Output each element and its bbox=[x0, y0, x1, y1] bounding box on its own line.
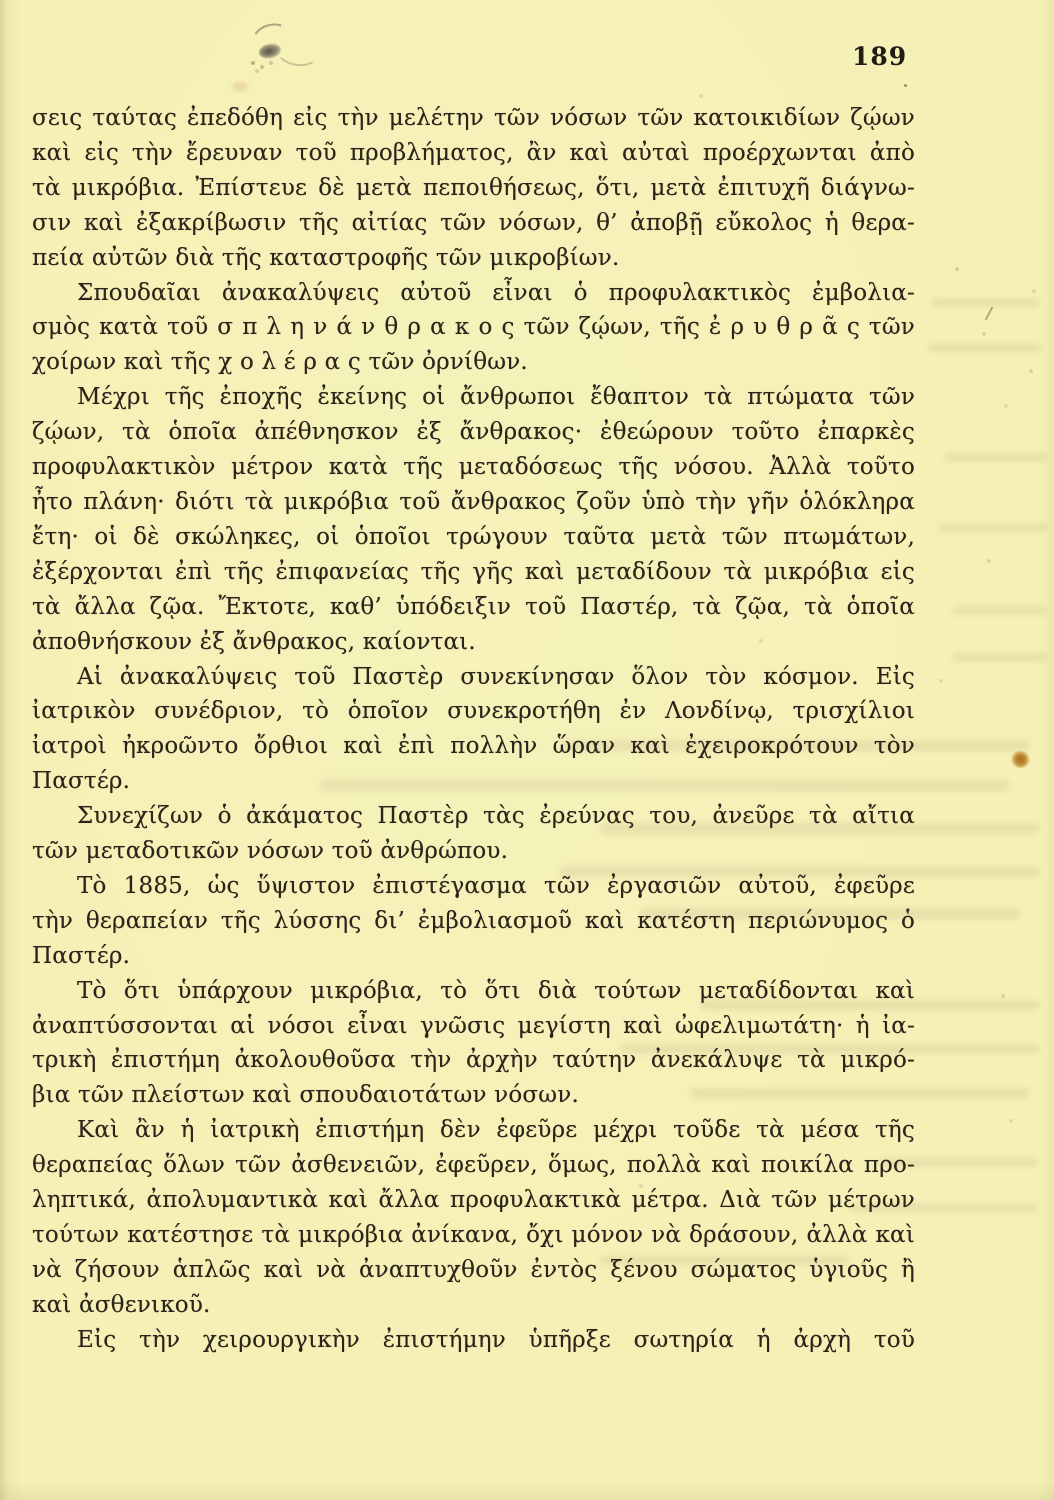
text-line: καὶ εἰς τὴν ἔρευναν τοῦ προβλήματος, ἂν καὶ αὐταὶ προέρχωνται ἀπὸ bbox=[32, 139, 915, 166]
text-line: σεις ταύτας ἐπεδόθη εἰς τὴν μελέτην τῶν νόσων τῶν κατοικιδίων ζῴων bbox=[32, 105, 915, 131]
body-text bbox=[32, 101, 915, 1358]
text-line: ζῴων, τὰ ὁποῖα ἀπέθνησκον ἐξ ἄνθρακος· ἐθεώρουν τοῦτο ἐπαρκὲς bbox=[32, 419, 915, 446]
text-line: τῶν μεταδοτικῶν νόσων τοῦ ἀνθρώπου. bbox=[32, 838, 509, 865]
text-line: πεία αὐτῶν διὰ τῆς καταστροφῆς τῶν μικροβίων. bbox=[32, 244, 620, 271]
text-line: ληπτικά, ἀπολυμαντικὰ καὶ ἄλλα προφυλακτικὰ μέτρα. Διὰ τῶν μέτρων bbox=[32, 1187, 915, 1214]
text-line: θεραπείας ὅλων τῶν ἀσθενειῶν, ἐφεῦρεν, ὅμως, πολλὰ καὶ ποικίλα προ- bbox=[32, 1152, 915, 1179]
text-line: ἔτη· οἱ δὲ σκώληκες, οἱ ὁποῖοι τρώγουν ταῦτα μετὰ τῶν πτωμάτων, bbox=[32, 523, 915, 550]
smudge-specks bbox=[250, 60, 252, 62]
text-line: τὴν θεραπείαν τῆς λύσσης δι’ ἐμβολιασμοῦ καὶ κατέστη περιώνυμος ὁ bbox=[32, 907, 915, 934]
text-line: τρικὴ ἐπιστήμη ἀκολουθοῦσα τὴν ἀρχὴν ταύτην ἀνεκάλυψε τὰ μικρό- bbox=[32, 1047, 915, 1074]
text-line: σμὸς κατὰ τοῦ σ π λ η ν ά ν θ ρ α κ ο ς τῶν ζῴων, τῆς ἐ ρ υ θ ρ ᾶ ς τῶν bbox=[32, 314, 915, 341]
text-line: καὶ ἀσθενικοῦ. bbox=[32, 1291, 211, 1318]
text-line: ἦτο πλάνη· διότι τὰ μικρόβια τοῦ ἄνθρακος ζοῦν ὑπὸ τὴν γῆν ὁλόκληρα bbox=[32, 488, 915, 515]
text-line: σιν καὶ ἐξακρίβωσιν τῆς αἰτίας τῶν νόσων, θ’ ἀποβῇ εὔκολος ἡ θερα- bbox=[32, 209, 915, 236]
text-line: ἐξέρχονται ἐπὶ τῆς ἐπιφανείας τῆς γῆς καὶ μεταδίδουν τὰ μικρόβια εἰς bbox=[32, 558, 915, 585]
text-line: χοίρων καὶ τῆς χ ο λ έ ρ α ς τῶν ὀρνίθων. bbox=[32, 349, 528, 376]
text-line: νὰ ζήσουν ἁπλῶς καὶ νὰ ἀναπτυχθοῦν ἐντὸς ξένου σώματος ὑγιοῦς ἢ bbox=[32, 1256, 915, 1283]
text-line: ἀποθνήσκουν ἐξ ἄνθρακος, καίονται. bbox=[32, 628, 476, 655]
text-line: Τὸ 1885, ὡς ὕψιστον ἐπιστέγασμα τῶν ἐργασιῶν αὐτοῦ, ἐφεῦρε bbox=[77, 872, 915, 899]
stain-spot bbox=[1011, 751, 1030, 768]
text-line: ἀναπτύσσονται αἱ νόσοι εἶναι γνῶσις μεγίστη καὶ ὠφελιμωτάτη· ἡ ἰα- bbox=[32, 1012, 915, 1039]
text-line: Συνεχίζων ὁ ἀκάματος Παστὲρ τὰς ἐρεύνας του, ἀνεῦρε τὰ αἴτια bbox=[77, 803, 915, 830]
text-line: ἰατρικὸν συνέδριον, τὸ ὁποῖον συνεκροτήθη ἐν Λονδίνῳ, τρισχίλιοι bbox=[32, 698, 915, 725]
text-line: Καὶ ἂν ἡ ἰατρικὴ ἐπιστήμη δὲν ἐφεῦρε μέχρι τοῦδε τὰ μέσα τῆς bbox=[77, 1117, 915, 1144]
ink-dot bbox=[904, 84, 907, 87]
text-line: Τὸ ὅτι ὑπάρχουν μικρόβια, τὸ ὅτι διὰ τούτων μεταδίδονται καὶ bbox=[77, 977, 915, 1004]
faint-stain bbox=[232, 82, 248, 92]
text-line: τὰ ἄλλα ζῷα. Ἔκτοτε, καθ’ ὑπόδειξιν τοῦ Παστέρ, τὰ ζῷα, τὰ ὁποῖα bbox=[32, 593, 915, 620]
text-line: Παστέρ. bbox=[32, 942, 131, 969]
text-line: Σπουδαῖαι ἀνακαλύψεις αὐτοῦ εἶναι ὁ προφυλακτικὸς ἐμβολια- bbox=[77, 279, 915, 306]
text-line: βια τῶν πλείστων καὶ σπουδαιοτάτων νόσων. bbox=[32, 1082, 579, 1109]
text-line: Αἱ ἀνακαλύψεις τοῦ Παστὲρ συνεκίνησαν ὅλον τὸν κόσμον. Εἰς bbox=[77, 663, 915, 690]
smudge-stroke bbox=[274, 33, 322, 69]
text-line: τούτων κατέστησε τὰ μικρόβια ἀνίκανα, ὄχι μόνον νὰ δράσουν, ἀλλὰ καὶ bbox=[32, 1222, 915, 1248]
page-number: 189 bbox=[852, 42, 908, 71]
paper-specks bbox=[0, 0, 2, 2]
text-line: Μέχρι τῆς ἐποχῆς ἐκείνης οἱ ἄνθρωποι ἔθαπτον τὰ πτώματα τῶν bbox=[77, 384, 915, 411]
text-line: ἰατροὶ ἠκροῶντο ὄρθιοι καὶ ἐπὶ πολλὴν ὥραν καὶ ἐχειροκρότουν τὸν bbox=[32, 733, 915, 760]
text-line: τὰ μικρόβια. Ἐπίστευε δὲ μετὰ πεποιθήσεως, ὅτι, μετὰ ἐπιτυχῆ διάγνω- bbox=[32, 174, 915, 201]
text-line: Εἰς τὴν χειρουργικὴν ἐπιστήμην ὑπῆρξε σωτηρία ἡ ἀρχὴ τοῦ bbox=[77, 1326, 915, 1353]
text-line: προφυλακτικὸν μέτρον κατὰ τῆς μεταδόσεως τῆς νόσου. Ἀλλὰ τοῦτο bbox=[32, 454, 915, 481]
pen-mark bbox=[985, 306, 994, 320]
text-line: Παστέρ. bbox=[32, 768, 131, 795]
